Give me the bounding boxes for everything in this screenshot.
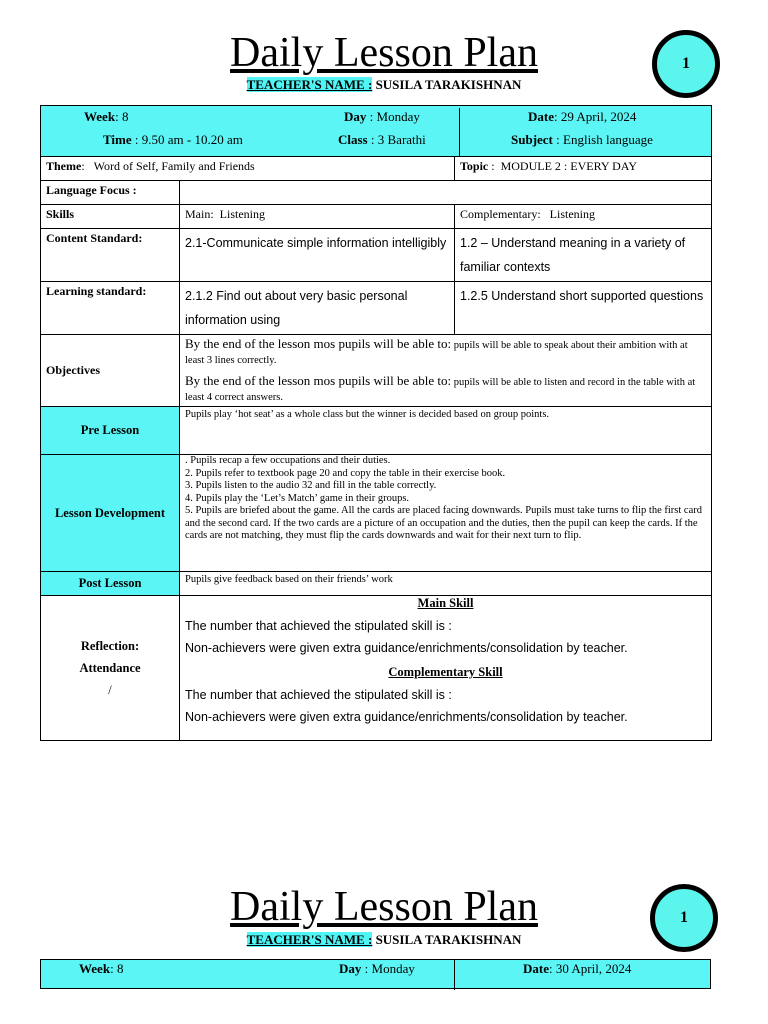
time-label: Time (103, 132, 132, 147)
day-value: Monday (376, 109, 420, 124)
page2-date-value: 30 April, 2024 (555, 961, 632, 976)
content-standard-main: 2.1-Communicate simple information intelligibly (180, 229, 455, 282)
page2-day-label: Day (339, 961, 362, 976)
page2-number: 1 (680, 909, 688, 926)
pre-lesson-text: Pupils play ‘hot seat’ as a whole class but the winner is decided based on group points. (180, 407, 712, 455)
complementary-skill-heading: Complementary Skill (388, 665, 503, 679)
page2-week-value: 8 (116, 961, 124, 976)
content-standard-row (41, 229, 712, 282)
attendance-label: Attendance (79, 661, 141, 675)
theme-row: Theme: Word of Self, Family and Friends Topic : MODULE 2 : EVERY DAY (41, 157, 712, 181)
objectives-row (41, 335, 712, 407)
page2-teacher-name: SUSILA TARAKISHNAN (375, 932, 522, 947)
lesson-step: 4. Pupils play the ‘Let’s Match’ game in their groups. (185, 492, 410, 504)
content-standard-label: Content Standard: (41, 229, 180, 282)
lesson-development-label: Lesson Development (41, 455, 180, 572)
lesson-step: . Pupils recap a few occupations and their duties. (185, 455, 391, 466)
day-label: Day (344, 109, 367, 124)
skills-main-label: Main: (185, 207, 214, 221)
date-label: Date (528, 109, 554, 124)
subject-label: Subject (511, 132, 553, 147)
reflection-row (41, 596, 712, 741)
skills-main-value: Listening (219, 207, 265, 221)
theme-label: Theme (46, 159, 82, 173)
objectives-label: Objectives (41, 335, 180, 407)
lesson-step: 5. Pupils are briefed about the game. All the cards are placed facing downwards. Pupils must take turns to flip the first card and the second card. If the two cards are a picture of an occupation and the duties, then the pupil can keep the cards. If the cards are not matching, they must flip the cards downwards and wait for their next turn to flip. (185, 505, 702, 541)
week-label: Week (84, 109, 116, 124)
lesson-step: 2. Pupils refer to textbook page 20 and copy the table in their exercise book. (185, 467, 506, 479)
theme-value: Word of Self, Family and Friends (93, 159, 255, 173)
objective-2-text: pupils will be able to listen and record in the table with at least 4 correct answers. (185, 377, 696, 403)
page2-title: Daily Lesson Plan (230, 884, 538, 930)
subject-value: English language (563, 132, 653, 147)
topic-value: MODULE 2 : EVERY DAY (500, 159, 638, 173)
page-title: Daily Lesson Plan (230, 30, 538, 76)
learning-standard-row (41, 282, 712, 335)
learning-standard-label: Learning standard: (41, 282, 180, 335)
post-lesson-row (41, 572, 712, 596)
skills-row (41, 205, 712, 229)
objective-1-lead: By the end of the lesson mos pupils will be able to: (185, 336, 452, 351)
teacher-line (0, 77, 768, 93)
time-value: 9.50 am - 10.20 am (141, 132, 243, 147)
teacher-name: SUSILA TARAKISHNAN (375, 77, 522, 92)
main-skill-non-achievers: Non-achievers were given extra guidance/enrichments/consolidation by teacher. (185, 641, 628, 655)
date-value: 29 April, 2024 (560, 109, 637, 124)
main-skill-heading: Main Skill (417, 596, 474, 610)
page2-week-label: Week (79, 961, 111, 976)
main-skill-achieved: The number that achieved the stipulated skill is : (185, 619, 452, 633)
lesson-step: 3. Pupils listen to the audio 32 and fill in the table correctly. (185, 480, 437, 491)
post-lesson-text: Pupils give feedback based on their friends’ work (180, 572, 712, 596)
lesson-plan-table (40, 105, 712, 741)
teacher-name-label: TEACHER'S NAME : (246, 77, 373, 92)
page2-header-divider (454, 960, 455, 990)
page-number: 1 (682, 55, 690, 72)
skills-comp-label: Complementary: (460, 207, 541, 221)
page2-number-badge (650, 884, 718, 952)
objective-1-text: pupils will be able to speak about their ambition with at least 3 lines correctly. (185, 340, 688, 366)
language-focus-value (180, 181, 712, 205)
learning-standard-main: 2.1.2 Find out about very basic personal information using (180, 282, 455, 335)
page2-teacher-line (0, 932, 768, 948)
objective-2-lead: By the end of the lesson mos pupils will be able to: (185, 373, 452, 388)
week-value: 8 (121, 109, 129, 124)
reflection-label: Reflection: (80, 639, 140, 653)
page2-date-label: Date (523, 961, 549, 976)
skills-label: Skills (41, 205, 180, 229)
class-label: Class (338, 132, 368, 147)
learning-standard-comp: 1.2.5 Understand short supported questions (455, 282, 712, 335)
language-focus-row (41, 181, 712, 205)
content-standard-comp: 1.2 – Understand meaning in a variety of familiar contexts (455, 229, 712, 282)
language-focus-label: Language Focus : (41, 181, 180, 205)
page-number-badge (652, 30, 720, 98)
header-row: Week: 8 Day : Monday Date: 29 April, 2024 Time : 9.50 am - 10.20 am Class : 3 Barathi Subject : English language (41, 106, 712, 157)
class-value: 3 Barathi (377, 132, 426, 147)
pre-lesson-label: Pre Lesson (41, 407, 180, 455)
pre-lesson-row (41, 407, 712, 455)
page2-header-row: Week: 8 Day : Monday Date: 30 April, 2024 (40, 959, 711, 989)
topic-label: Topic (460, 159, 489, 173)
skills-comp-value: Listening (549, 207, 595, 221)
page2-day-value: Monday (371, 961, 415, 976)
header-divider (459, 108, 460, 156)
comp-skill-achieved: The number that achieved the stipulated skill is : (185, 688, 452, 702)
attendance-value: / (108, 683, 112, 697)
lesson-development-row (41, 455, 712, 572)
post-lesson-label: Post Lesson (41, 572, 180, 596)
page2-teacher-name-label: TEACHER'S NAME : (246, 932, 373, 947)
comp-skill-non-achievers: Non-achievers were given extra guidance/enrichments/consolidation by teacher. (185, 710, 628, 724)
